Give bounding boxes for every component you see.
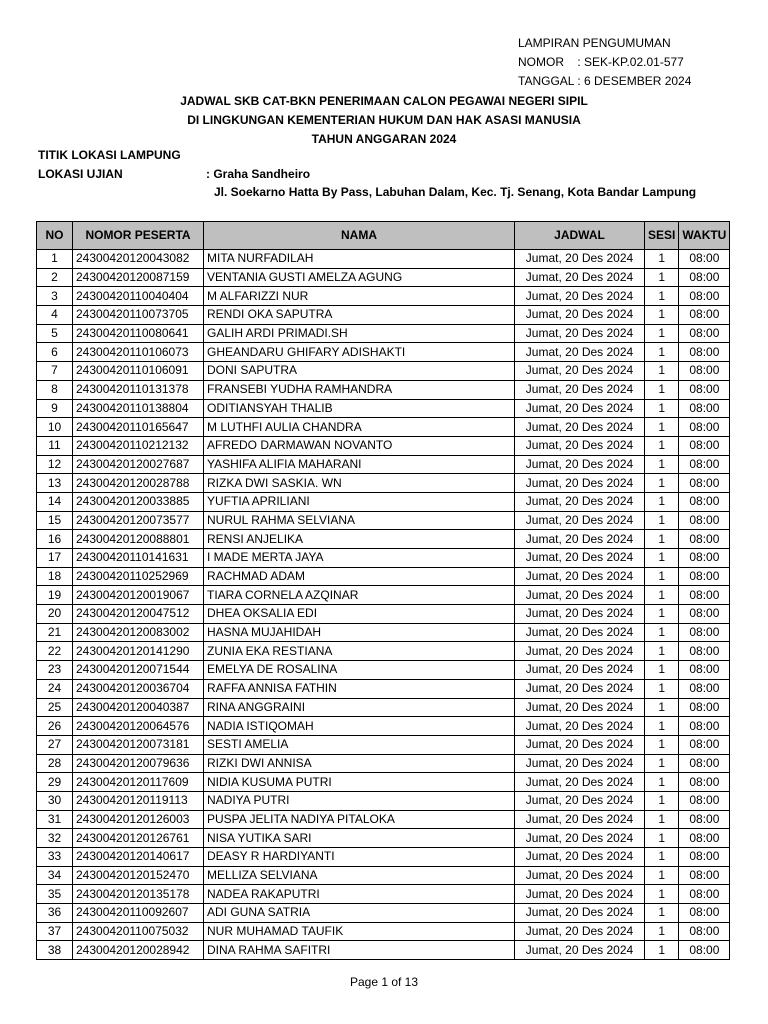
cell-name: M ALFARIZZI NUR <box>204 287 515 306</box>
cell-participant-number: 24300420110131378 <box>73 380 204 399</box>
table-row <box>37 698 730 717</box>
cell-schedule: Jumat, 20 Des 2024 <box>515 885 645 904</box>
table-row <box>37 605 730 624</box>
table-row <box>37 549 730 568</box>
cell-session: 1 <box>645 306 679 325</box>
cell-time: 08:00 <box>679 623 730 642</box>
cell-time: 08:00 <box>679 791 730 810</box>
cell-participant-number: 24300420120033885 <box>73 492 204 511</box>
cell-name: RIZKA DWI SASKIA. WN <box>204 474 515 493</box>
cell-schedule: Jumat, 20 Des 2024 <box>515 661 645 680</box>
cell-schedule: Jumat, 20 Des 2024 <box>515 306 645 325</box>
cell-schedule: Jumat, 20 Des 2024 <box>515 829 645 848</box>
cell-no: 20 <box>37 605 73 624</box>
cell-schedule: Jumat, 20 Des 2024 <box>515 492 645 511</box>
cell-no: 11 <box>37 436 73 455</box>
cell-session: 1 <box>645 380 679 399</box>
header-no: NO <box>37 222 73 250</box>
cell-time: 08:00 <box>679 717 730 736</box>
cell-name: AFREDO DARMAWAN NOVANTO <box>204 436 515 455</box>
table-row <box>37 866 730 885</box>
cell-participant-number: 24300420110138804 <box>73 399 204 418</box>
cell-name: MITA NURFADILAH <box>204 250 515 269</box>
table-row <box>37 324 730 343</box>
cell-time: 08:00 <box>679 492 730 511</box>
cell-name: ADI GUNA SATRIA <box>204 904 515 923</box>
cell-participant-number: 24300420110212132 <box>73 436 204 455</box>
cell-schedule: Jumat, 20 Des 2024 <box>515 474 645 493</box>
cell-schedule: Jumat, 20 Des 2024 <box>515 623 645 642</box>
cell-participant-number: 24300420120019067 <box>73 586 204 605</box>
cell-session: 1 <box>645 343 679 362</box>
cell-time: 08:00 <box>679 866 730 885</box>
participant-table <box>36 221 730 960</box>
cell-name: SESTI AMELIA <box>204 735 515 754</box>
cell-time: 08:00 <box>679 418 730 437</box>
cell-participant-number: 24300420120073181 <box>73 735 204 754</box>
cell-schedule: Jumat, 20 Des 2024 <box>515 941 645 960</box>
cell-name: RINA ANGGRAINI <box>204 698 515 717</box>
cell-participant-number: 24300420120064576 <box>73 717 204 736</box>
cell-time: 08:00 <box>679 474 730 493</box>
cell-name: FRANSEBI YUDHA RAMHANDRA <box>204 380 515 399</box>
cell-time: 08:00 <box>679 642 730 661</box>
cell-time: 08:00 <box>679 549 730 568</box>
cell-session: 1 <box>645 268 679 287</box>
cell-no: 15 <box>37 511 73 530</box>
cell-time: 08:00 <box>679 735 730 754</box>
cell-session: 1 <box>645 250 679 269</box>
table-row <box>37 810 730 829</box>
cell-name: GALIH ARDI PRIMADI.SH <box>204 324 515 343</box>
cell-participant-number: 24300420120141290 <box>73 642 204 661</box>
cell-session: 1 <box>645 698 679 717</box>
cell-no: 30 <box>37 791 73 810</box>
table-row <box>37 380 730 399</box>
cell-name: NURUL RAHMA SELVIANA <box>204 511 515 530</box>
cell-no: 18 <box>37 567 73 586</box>
title-line-2: DI LINGKUNGAN KEMENTERIAN HUKUM DAN HAK ASASI MANUSIA <box>187 113 581 127</box>
table-row <box>37 343 730 362</box>
cell-time: 08:00 <box>679 530 730 549</box>
cell-time: 08:00 <box>679 306 730 325</box>
table-row <box>37 586 730 605</box>
table-row <box>37 399 730 418</box>
cell-time: 08:00 <box>679 268 730 287</box>
table-row <box>37 362 730 381</box>
cell-session: 1 <box>645 829 679 848</box>
cell-time: 08:00 <box>679 848 730 867</box>
cell-name: PUSPA JELITA NADIYA PITALOKA <box>204 810 515 829</box>
cell-name: DEASY R HARDIYANTI <box>204 848 515 867</box>
cell-schedule: Jumat, 20 Des 2024 <box>515 679 645 698</box>
attachment-label: LAMPIRAN PENGUMUMAN <box>518 36 671 50</box>
cell-name: EMELYA DE ROSALINA <box>204 661 515 680</box>
cell-name: NUR MUHAMAD TAUFIK <box>204 922 515 941</box>
document-title <box>0 92 768 149</box>
cell-name: DINA RAHMA SAFITRI <box>204 941 515 960</box>
cell-schedule: Jumat, 20 Des 2024 <box>515 549 645 568</box>
cell-session: 1 <box>645 530 679 549</box>
cell-time: 08:00 <box>679 399 730 418</box>
cell-participant-number: 24300420110252969 <box>73 567 204 586</box>
cell-session: 1 <box>645 399 679 418</box>
cell-time: 08:00 <box>679 455 730 474</box>
table-row <box>37 306 730 325</box>
cell-time: 08:00 <box>679 436 730 455</box>
attachment-number: NOMOR : SEK-KP.02.01-577 <box>518 55 684 69</box>
table-row <box>37 848 730 867</box>
cell-no: 10 <box>37 418 73 437</box>
cell-no: 22 <box>37 642 73 661</box>
cell-participant-number: 24300420120088801 <box>73 530 204 549</box>
header-session: SESI <box>645 222 679 250</box>
cell-session: 1 <box>645 511 679 530</box>
cell-time: 08:00 <box>679 567 730 586</box>
cell-session: 1 <box>645 679 679 698</box>
cell-session: 1 <box>645 735 679 754</box>
cell-name: NADEA RAKAPUTRI <box>204 885 515 904</box>
cell-no: 12 <box>37 455 73 474</box>
table-body <box>37 250 730 960</box>
cell-no: 24 <box>37 679 73 698</box>
cell-schedule: Jumat, 20 Des 2024 <box>515 586 645 605</box>
cell-participant-number: 24300420110075032 <box>73 922 204 941</box>
cell-participant-number: 24300420120126003 <box>73 810 204 829</box>
table-row <box>37 885 730 904</box>
cell-time: 08:00 <box>679 754 730 773</box>
cell-session: 1 <box>645 567 679 586</box>
table-row <box>37 492 730 511</box>
table-header-row <box>37 222 730 250</box>
cell-session: 1 <box>645 848 679 867</box>
cell-no: 37 <box>37 922 73 941</box>
cell-participant-number: 24300420120087159 <box>73 268 204 287</box>
cell-session: 1 <box>645 287 679 306</box>
table-row <box>37 567 730 586</box>
cell-name: YASHIFA ALIFIA MAHARANI <box>204 455 515 474</box>
cell-session: 1 <box>645 474 679 493</box>
table-row <box>37 735 730 754</box>
cell-time: 08:00 <box>679 941 730 960</box>
cell-name: TIARA CORNELA AZQINAR <box>204 586 515 605</box>
cell-time: 08:00 <box>679 810 730 829</box>
cell-no: 13 <box>37 474 73 493</box>
cell-session: 1 <box>645 885 679 904</box>
cell-name: I MADE MERTA JAYA <box>204 549 515 568</box>
cell-schedule: Jumat, 20 Des 2024 <box>515 362 645 381</box>
cell-participant-number: 24300420120071544 <box>73 661 204 680</box>
table-row <box>37 829 730 848</box>
cell-schedule: Jumat, 20 Des 2024 <box>515 735 645 754</box>
cell-no: 31 <box>37 810 73 829</box>
cell-session: 1 <box>645 904 679 923</box>
cell-schedule: Jumat, 20 Des 2024 <box>515 399 645 418</box>
title-line-1: JADWAL SKB CAT-BKN PENERIMAAN CALON PEGAWAI NEGERI SIPIL <box>180 94 588 108</box>
cell-participant-number: 24300420110080641 <box>73 324 204 343</box>
cell-schedule: Jumat, 20 Des 2024 <box>515 848 645 867</box>
table-row <box>37 941 730 960</box>
cell-name: RAFFA ANNISA FATHIN <box>204 679 515 698</box>
cell-participant-number: 24300420120083002 <box>73 623 204 642</box>
cell-participant-number: 24300420110073705 <box>73 306 204 325</box>
cell-participant-number: 24300420120119113 <box>73 791 204 810</box>
cell-participant-number: 24300420120047512 <box>73 605 204 624</box>
cell-no: 6 <box>37 343 73 362</box>
cell-session: 1 <box>645 362 679 381</box>
cell-no: 33 <box>37 848 73 867</box>
cell-participant-number: 24300420120152470 <box>73 866 204 885</box>
cell-schedule: Jumat, 20 Des 2024 <box>515 922 645 941</box>
cell-schedule: Jumat, 20 Des 2024 <box>515 530 645 549</box>
cell-no: 38 <box>37 941 73 960</box>
cell-time: 08:00 <box>679 679 730 698</box>
cell-session: 1 <box>645 623 679 642</box>
cell-session: 1 <box>645 436 679 455</box>
cell-time: 08:00 <box>679 922 730 941</box>
cell-no: 35 <box>37 885 73 904</box>
cell-participant-number: 24300420120117609 <box>73 773 204 792</box>
cell-time: 08:00 <box>679 904 730 923</box>
cell-participant-number: 24300420120043082 <box>73 250 204 269</box>
cell-schedule: Jumat, 20 Des 2024 <box>515 717 645 736</box>
table-row <box>37 922 730 941</box>
cell-time: 08:00 <box>679 885 730 904</box>
cell-no: 9 <box>37 399 73 418</box>
cell-session: 1 <box>645 661 679 680</box>
cell-schedule: Jumat, 20 Des 2024 <box>515 343 645 362</box>
cell-session: 1 <box>645 866 679 885</box>
cell-no: 34 <box>37 866 73 885</box>
cell-participant-number: 24300420110106073 <box>73 343 204 362</box>
cell-participant-number: 24300420110141631 <box>73 549 204 568</box>
cell-schedule: Jumat, 20 Des 2024 <box>515 567 645 586</box>
cell-name: NIDIA KUSUMA PUTRI <box>204 773 515 792</box>
cell-no: 4 <box>37 306 73 325</box>
cell-no: 17 <box>37 549 73 568</box>
table-row <box>37 791 730 810</box>
cell-name: M LUTHFI AULIA CHANDRA <box>204 418 515 437</box>
cell-time: 08:00 <box>679 773 730 792</box>
cell-session: 1 <box>645 810 679 829</box>
cell-name: RENDI OKA SAPUTRA <box>204 306 515 325</box>
table-row <box>37 773 730 792</box>
cell-time: 08:00 <box>679 661 730 680</box>
cell-schedule: Jumat, 20 Des 2024 <box>515 287 645 306</box>
cell-participant-number: 24300420120126761 <box>73 829 204 848</box>
cell-time: 08:00 <box>679 362 730 381</box>
cell-no: 7 <box>37 362 73 381</box>
cell-participant-number: 24300420120079636 <box>73 754 204 773</box>
exam-address: Jl. Soekarno Hatta By Pass, Labuhan Dalam, Kec. Tj. Senang, Kota Bandar Lampung <box>214 185 697 199</box>
cell-name: MELLIZA SELVIANA <box>204 866 515 885</box>
table-row <box>37 754 730 773</box>
cell-time: 08:00 <box>679 586 730 605</box>
cell-name: RENSI ANJELIKA <box>204 530 515 549</box>
cell-no: 29 <box>37 773 73 792</box>
cell-schedule: Jumat, 20 Des 2024 <box>515 605 645 624</box>
cell-no: 32 <box>37 829 73 848</box>
cell-schedule: Jumat, 20 Des 2024 <box>515 642 645 661</box>
cell-no: 36 <box>37 904 73 923</box>
cell-no: 27 <box>37 735 73 754</box>
cell-session: 1 <box>645 324 679 343</box>
cell-session: 1 <box>645 922 679 941</box>
table-row <box>37 679 730 698</box>
header-schedule: JADWAL <box>515 222 645 250</box>
page-number: Page 1 of 13 <box>349 975 419 989</box>
cell-session: 1 <box>645 418 679 437</box>
cell-schedule: Jumat, 20 Des 2024 <box>515 324 645 343</box>
cell-no: 1 <box>37 250 73 269</box>
table-row <box>37 418 730 437</box>
header-time: WAKTU <box>679 222 730 250</box>
cell-schedule: Jumat, 20 Des 2024 <box>515 810 645 829</box>
cell-time: 08:00 <box>679 287 730 306</box>
cell-no: 19 <box>37 586 73 605</box>
cell-participant-number: 24300420110165647 <box>73 418 204 437</box>
cell-name: GHEANDARU GHIFARY ADISHAKTI <box>204 343 515 362</box>
cell-schedule: Jumat, 20 Des 2024 <box>515 436 645 455</box>
location-block <box>38 146 310 184</box>
cell-participant-number: 24300420120027687 <box>73 455 204 474</box>
exam-location-value: : Graha Sandheiro <box>206 167 311 181</box>
cell-participant-number: 24300420110040404 <box>73 287 204 306</box>
attachment-date: TANGGAL : 6 DESEMBER 2024 <box>518 74 692 88</box>
table-row <box>37 904 730 923</box>
cell-participant-number: 24300420120073577 <box>73 511 204 530</box>
cell-schedule: Jumat, 20 Des 2024 <box>515 380 645 399</box>
table-row <box>37 623 730 642</box>
title-line-3: TAHUN ANGGARAN 2024 <box>311 132 457 146</box>
cell-schedule: Jumat, 20 Des 2024 <box>515 511 645 530</box>
cell-schedule: Jumat, 20 Des 2024 <box>515 418 645 437</box>
cell-name: RACHMAD ADAM <box>204 567 515 586</box>
cell-schedule: Jumat, 20 Des 2024 <box>515 773 645 792</box>
cell-schedule: Jumat, 20 Des 2024 <box>515 268 645 287</box>
table-row <box>37 474 730 493</box>
cell-name: RIZKI DWI ANNISA <box>204 754 515 773</box>
cell-no: 16 <box>37 530 73 549</box>
table-row <box>37 530 730 549</box>
cell-no: 23 <box>37 661 73 680</box>
cell-schedule: Jumat, 20 Des 2024 <box>515 455 645 474</box>
cell-time: 08:00 <box>679 324 730 343</box>
cell-name: ZUNIA EKA RESTIANA <box>204 642 515 661</box>
cell-session: 1 <box>645 549 679 568</box>
cell-name: YUFTIA APRILIANI <box>204 492 515 511</box>
location-point-label: TITIK LOKASI LAMPUNG <box>38 148 181 162</box>
cell-name: ODITIANSYAH THALIB <box>204 399 515 418</box>
table-row <box>37 250 730 269</box>
cell-participant-number: 24300420120140617 <box>73 848 204 867</box>
cell-schedule: Jumat, 20 Des 2024 <box>515 250 645 269</box>
cell-participant-number: 24300420120028788 <box>73 474 204 493</box>
cell-time: 08:00 <box>679 250 730 269</box>
cell-name: NISA YUTIKA SARI <box>204 829 515 848</box>
cell-time: 08:00 <box>679 698 730 717</box>
cell-no: 25 <box>37 698 73 717</box>
cell-time: 08:00 <box>679 511 730 530</box>
cell-participant-number: 24300420120040387 <box>73 698 204 717</box>
cell-no: 8 <box>37 380 73 399</box>
cell-no: 21 <box>37 623 73 642</box>
cell-name: VENTANIA GUSTI AMELZA AGUNG <box>204 268 515 287</box>
cell-name: HASNA MUJAHIDAH <box>204 623 515 642</box>
cell-participant-number: 24300420120028942 <box>73 941 204 960</box>
cell-participant-number: 24300420110106091 <box>73 362 204 381</box>
exam-location-label: LOKASI UJIAN <box>38 167 123 181</box>
cell-schedule: Jumat, 20 Des 2024 <box>515 791 645 810</box>
table-row <box>37 717 730 736</box>
table-row <box>37 287 730 306</box>
cell-no: 2 <box>37 268 73 287</box>
table-row <box>37 661 730 680</box>
cell-time: 08:00 <box>679 343 730 362</box>
cell-name: DONI SAPUTRA <box>204 362 515 381</box>
cell-session: 1 <box>645 492 679 511</box>
cell-no: 5 <box>37 324 73 343</box>
cell-schedule: Jumat, 20 Des 2024 <box>515 904 645 923</box>
cell-name: DHEA OKSALIA EDI <box>204 605 515 624</box>
cell-session: 1 <box>645 791 679 810</box>
table-row <box>37 511 730 530</box>
cell-no: 14 <box>37 492 73 511</box>
table-row <box>37 268 730 287</box>
table-row <box>37 455 730 474</box>
cell-participant-number: 24300420110092607 <box>73 904 204 923</box>
cell-participant-number: 24300420120135178 <box>73 885 204 904</box>
cell-schedule: Jumat, 20 Des 2024 <box>515 698 645 717</box>
cell-schedule: Jumat, 20 Des 2024 <box>515 866 645 885</box>
cell-session: 1 <box>645 773 679 792</box>
table-row <box>37 642 730 661</box>
cell-no: 3 <box>37 287 73 306</box>
cell-session: 1 <box>645 717 679 736</box>
cell-no: 28 <box>37 754 73 773</box>
cell-session: 1 <box>645 754 679 773</box>
attachment-block <box>518 34 691 91</box>
cell-name: NADIA ISTIQOMAH <box>204 717 515 736</box>
cell-session: 1 <box>645 941 679 960</box>
cell-time: 08:00 <box>679 605 730 624</box>
cell-participant-number: 24300420120036704 <box>73 679 204 698</box>
header-name: NAMA <box>204 222 515 250</box>
cell-schedule: Jumat, 20 Des 2024 <box>515 754 645 773</box>
cell-session: 1 <box>645 605 679 624</box>
cell-session: 1 <box>645 586 679 605</box>
cell-no: 26 <box>37 717 73 736</box>
table-row <box>37 436 730 455</box>
header-participant-number: NOMOR PESERTA <box>73 222 204 250</box>
cell-session: 1 <box>645 642 679 661</box>
cell-time: 08:00 <box>679 829 730 848</box>
cell-session: 1 <box>645 455 679 474</box>
cell-time: 08:00 <box>679 380 730 399</box>
cell-name: NADIYA PUTRI <box>204 791 515 810</box>
